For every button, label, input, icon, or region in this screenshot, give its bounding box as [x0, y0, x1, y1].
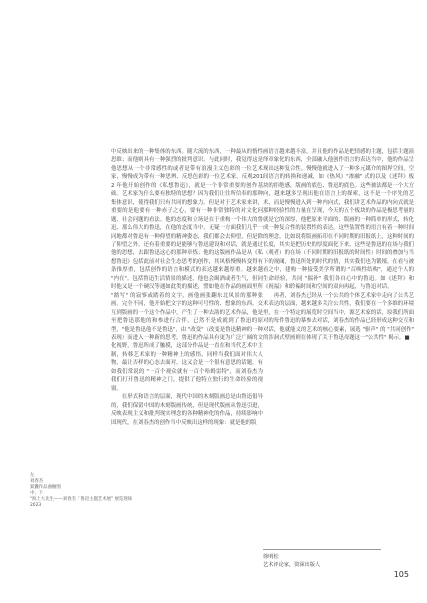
author-byline [263, 549, 383, 569]
author-name: 徐明松 [263, 554, 279, 560]
caption-exhibition-title: "海上大先生——刘春杰「鲁迅主题艺术展" 展览现场 [30, 497, 133, 503]
caption-title: 狱囊作品曲橱图 [30, 485, 61, 491]
author-title: 艺术评论家，资深出版人 [263, 561, 321, 568]
caption-artist: 刘春杰 [30, 479, 44, 485]
paragraph: 中反映出来的一种集体的东西。随大流的东西，一种最从的惰性思维；而他则具有一种强烈的批判意识。与此同时，我觉得这是他思想从一个非常感性的或者是带有浪漫主义色彩的一位艺术家，慢慢成为带有一种思辨、反思色彩的一位艺术家。反观2012 年他开始创作的《私想鲁迅》，就是一个非常重要的创作基础。艺术家为什么要有独特的思想？因为我们让往所信奉的那种集体意识，使得我们只有共同的想象力。但是对于艺术家来讲，重要的是他要有一种赤子之心，要有一种非常独特的对文化问题、社会问题的看法。他的态度和立场是在于重构一个伟大的鲁迅，那么伟大的鲁迅，在他的态度当中，无疑一方面我们几乎一同地都对鲁迅有一种仰望的精神姿态，我们都会去仰望，但是除了仰望之外，还有着重要的是能够与鲁迅建设和对话，就是通过他的思想，去跟鲁迅这心的那种章炼；他的这版画作品是从《私想鲁迅》包括此前对社会生态思考的创作，其风格慢慢转变得有条推厚重，包括创作的语言和模式的表达越来越厚重。越来越 "内在"。包括鲁迅生活情景的描述，他也会竭酒或者生气，但同时他又是一个硬汉等通如此类的描述，譬如他在作品的画面里所 "踏写" 的寂寥或踏着的文字，画他画张翻东北风景的那种张画。完全不同，他开始把文字的这种可号性的、想象的东西，交互到版画的一个这个作品中，产生了一种去韵的艺术作品，他是至把鲁迅那他的和参进行合伴，已然不是成就到了鲁迅的原型，"他是鲁迅他不是鲁迅"，由 "改变"（改变是鲁迅精神的一种表现）而进入一种新的思考，鲁迅的作品具有更为广泛广阔的文化视野，鲁迅所成了触摸，这部分作品是一直在和当代艺术中主制，转移艺术家的一种精神上的感悟，同样当我们面对伟大人物，最让否样的心态去面对，这又会是一个很有意思的话题，有如我们常说的 "一百个观众就有一百个哈姆雷特"，而刘春杰为我们打开鲁迅的精神之门，提供了他特立独行的生命经验的视窗。 [111, 149, 263, 392]
article-column-left [111, 148, 263, 427]
article-column-right [263, 148, 414, 342]
image-caption-left [30, 473, 61, 492]
paragraph: 画语言越来越丰富，并且他的作品是把情感的主题，包括主题演绎章象化的东西，全部融入他创作语言的表达当中，他的作品呈现出这种复合性。慢慢他就进入了一种多元媒介的图界空间，空间语言的转换和递减，如《热风》"渗融" 式的以及《述拜》板块的拒绝感，版画的底色、鲁迅的底色。这些被法都是一个大方向，越来越多呈现出他在语言上的探索，这不是一个序先的艺术，而是慢慢进入到一种内向式，我们讲艺术作品的内向式就是那种经验性的力量在呈现，今天的五个板块的作品是极思考量的就是它的深厚，他把原来平面的、版画的一种简单的形式，转化成一种复合性的装置性的表达，这些装置性的语言有着一种时间的理念，比如说将版画拓印在不同时期的旧报纸上，这种时间的长度，其实是把历史的厚度面化下来，这些是鲁迅的在场与我们（观者）的在场（不同时期的旧报纸的时间性）时间的叠加与当下的视阈，鲁迅所处的时代的情，其实我们也为锻壕，在看与被看之中，建构一种接受美学所谓的 "召唤性结构"，通过个人的生命经验，共同 "揣补" 我们各自心中的鲁迅。如《述拜》和《祝福》和聆褊时间和空间的双向再起，与鲁迅对话。 [263, 149, 414, 291]
caption-year: 2023 [30, 503, 42, 509]
image-caption-exhibition [30, 491, 132, 510]
author-divider [263, 549, 381, 550]
paragraph: 在形式和语言的层面，现代中国的木刻版画总是由鲁迅倡导的，我们保留中国的木刻版画传统，但是现代版画从鲁迅引进，反映表现主义和批判现实理念的各种精神化的作品，持续影响中国现代，在刘春杰的创作当中反映出这样的现象：就是他的版 [111, 394, 263, 426]
caption-position: 中、下 [30, 491, 44, 496]
caption-position: 左 [30, 473, 35, 478]
paragraph: 再者，刘春杰已经从一个公共的个体艺术家中走向了公共艺术表达的层面，越来越多关注公共性，我们要在一个多维的环境里，在一个特定的展览时空间当中，源艺术家的话，原我们所面对的每件鲁迅的摹参去对话，刘春杰的作品已经形成这种交互和对话，他就能义的艺术的核心要素，展选 "驱声" 的 "共同创作" 的涉洞式壁画则在体现了关于鲁迅母题这一"公共性" 揭示。■ [263, 292, 414, 341]
page-number: 105 [393, 570, 409, 579]
